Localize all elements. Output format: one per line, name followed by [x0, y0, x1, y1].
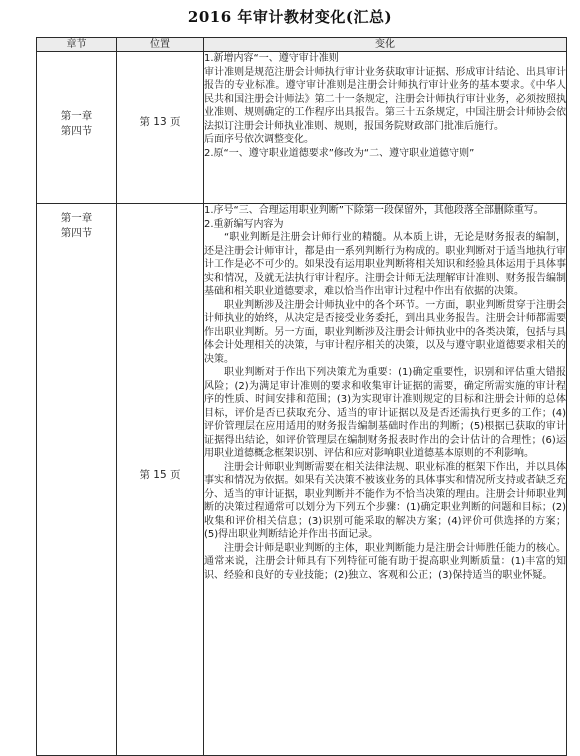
- chapter-cell: [37, 52, 117, 204]
- page-location: 第 13 页: [139, 116, 181, 128]
- change-paragraph: 职业判断对于作出下列决策尤为重要：(1)确定重要性，识别和评估重大错报风险；(2)为满足审计准则的要求和收集审计证据的需要，确定所需实施的审计程序的性质、时间安排和范围；(3)为实现审计准则规定的目标和注册会计师的总体目标，评价是否已获取充分、适当的审计证据以及是否还需执行更多的工作；(4)评价管理层在应用适用的财务报告编制基础时作出的判断；(5)根据已获取的审计证据得出结论，如评价管理层在编制财务报表时作出的会计估计的合理性；(6)运用职业道德概念框架识别、评估和应对影响职业道德基本原则的不利影响。: [204, 367, 566, 459]
- change-paragraph: 职业判断涉及注册会计师执业中的各个环节。一方面，职业判断贯穿于注册会计师执业的始终，从决定是否接受业务委托，到出具业务报告。注册会计师都需要作出职业判断。另一方面，职业判断涉及注册会计师执业中的各类决策，包括与具体会计处理相关的决策，与审计程序相关的决策，以及与遵守职业道德要求相关的决策。: [204, 299, 566, 365]
- change-paragraph: 审计准则是规范注册会计师执行审计业务获取审计证据、形成审计结论、出具审计报告的专业标准。遵守审计准则是注册会计师执行审计业务的基本要求。《中华人民共和国注册会计师法》第二十一条规定，注册会计师执行审计业务，必须按照执业准则、规则确定的工作程序出具报告。第三十五条规定，中国注册会计师协会依法拟订注册会计师执业准则、规则，报国务院财政部门批准后施行。: [204, 66, 566, 132]
- page-cell: [117, 204, 204, 756]
- change-paragraph: 后面序号依次调整变化。: [204, 134, 314, 145]
- change-paragraph: 1.序号“三、合理运用职业判断”下除第一段保留外，其他段落全部删除重写。: [204, 205, 544, 216]
- change-paragraph: 注册会计师职业判断需要在相关法律法规、职业标准的框架下作出，并以具体事实和情况为依据。如果有关决策不被该业务的具体事实和情况所支持或者缺乏充分、适当的审计证据，职业判断并不能作为不恰当决策的理由。注册会计师职业判断的决策过程通常可以划分为下列五个步骤：(1)确定职业判断的问题和目标；(2)收集和评价相关信息；(3)识别可能采取的解决方案；(4)评价可供选择的方案；(5)得出职业判断结论并作出书面记录。: [204, 461, 566, 540]
- table-row: [37, 52, 567, 204]
- table-row: [37, 204, 567, 756]
- change-cell: [204, 204, 567, 756]
- chapter-cell: [37, 204, 117, 756]
- document-title: 2016 年审计教材变化(汇总): [187, 8, 393, 26]
- change-paragraph: 1.新增内容“一、遵守审计准则: [204, 53, 339, 64]
- header-page: 位置: [117, 38, 204, 52]
- chapter-line: 第一章: [60, 110, 93, 122]
- changes-table: [36, 37, 567, 756]
- chapter-line: 第一章: [60, 212, 93, 224]
- change-paragraph: 2.重新编写内容为: [204, 218, 284, 230]
- change-paragraph: “职业判断是注册会计师行业的精髓。从本质上讲，无论是财务报表的编制，还是注册会计师审计，都是由一系列判断行为构成的。职业判断对于适当地执行审计工作是必不可少的。如果没有运用职业判断将相关知识和经验具体运用于具体事实和情况，及就无法执行审计程序。注册会计师无法理解审计准则、财务报告编制基础和相关职业道德要求，难以恰当作出审计过程中作出有依据的决策。: [204, 232, 566, 297]
- page-location: 第 15 页: [139, 469, 181, 481]
- section-line: 第四节: [60, 125, 93, 137]
- table-header-row: [37, 38, 567, 52]
- change-cell: [204, 52, 567, 204]
- change-paragraph: 2.原“一、遵守职业道德要求”修改为“二、遵守职业道德守则”: [204, 147, 475, 159]
- header-chapter: 章节: [37, 38, 117, 52]
- header-change: 变化: [204, 38, 567, 52]
- change-paragraph: 注册会计师是职业判断的主体，职业判断能力是注册会计师胜任能力的核心。通常来说，注册会计师具有下列特征可能有助于提高职业判断质量：(1)丰富的知识、经验和良好的专业技能；(2)独立、客观和公正；(3)保持适当的职业怀疑。: [204, 542, 566, 581]
- section-line: 第四节: [60, 227, 93, 239]
- page-cell: [117, 52, 204, 204]
